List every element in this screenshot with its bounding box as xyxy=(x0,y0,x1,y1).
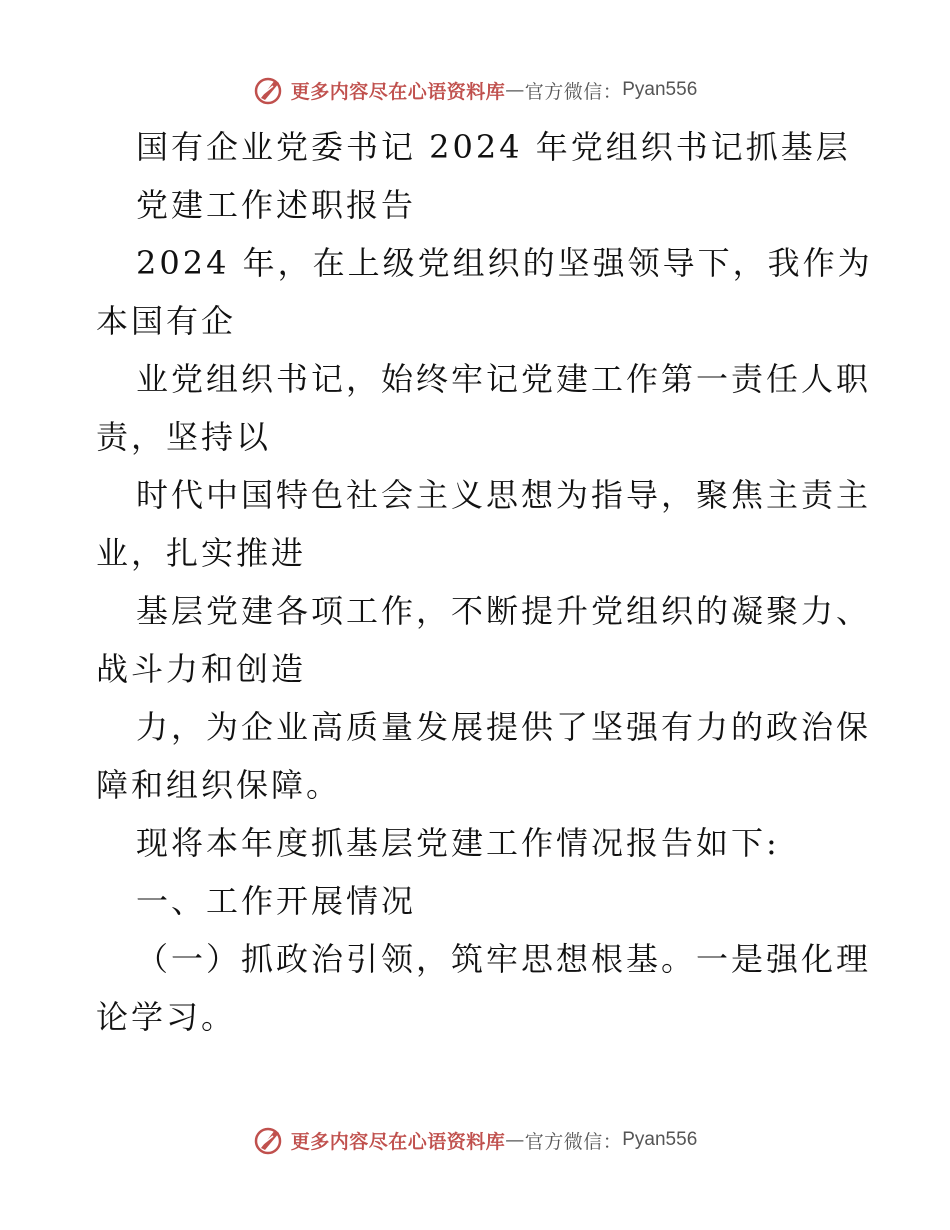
title-line-2: 党建工作述职报告 xyxy=(136,186,417,224)
body-line: 时代中国特色社会主义思想为指导，聚焦主责主 xyxy=(136,476,872,514)
body-line: 现将本年度抓基层党建工作情况报告如下: xyxy=(136,824,780,862)
quill-seal-icon xyxy=(253,74,285,106)
banner-label: 官方微信： xyxy=(524,1130,623,1153)
banner-dash: — xyxy=(505,1129,525,1151)
banner-wechat-id: Pyan556 xyxy=(622,1129,698,1150)
body-line: 论学习。 xyxy=(96,998,237,1036)
body-line: 本国有企 xyxy=(96,302,237,340)
body-line: 2024 年，在上级党组织的坚强领导下，我作为 xyxy=(136,244,873,282)
banner-brand: 更多内容尽在心语资料库 xyxy=(290,1130,506,1153)
body-line: 责，坚持以 xyxy=(96,418,272,456)
banner-dash: — xyxy=(505,79,525,101)
body-line: 力，为企业高质量发展提供了坚强有力的政治保 xyxy=(136,708,872,746)
section-heading: 一、工作开展情况 xyxy=(136,882,417,920)
document-body xyxy=(96,118,873,1046)
body-line: 基层党建各项工作，不断提升党组织的凝聚力、 xyxy=(136,592,872,630)
body-line: 业党组织书记，始终牢记党建工作第一责任人职 xyxy=(136,360,872,398)
banner-label: 官方微信： xyxy=(524,80,623,103)
body-line: 障和组织保障。 xyxy=(96,766,342,804)
body-line: 战斗力和创造 xyxy=(96,650,307,688)
title-line-1: 国有企业党委书记 2024 年党组织书记抓基层 xyxy=(136,128,851,166)
header-banner xyxy=(0,68,950,112)
banner-wechat-id: Pyan556 xyxy=(622,79,698,100)
banner-brand: 更多内容尽在心语资料库 xyxy=(290,80,506,103)
body-line: 业，扎实推进 xyxy=(96,534,307,572)
footer-banner xyxy=(0,1118,950,1162)
subsection-heading: （一）抓政治引领，筑牢思想根基。一是强化理 xyxy=(136,940,872,978)
quill-seal-icon xyxy=(253,1124,285,1156)
